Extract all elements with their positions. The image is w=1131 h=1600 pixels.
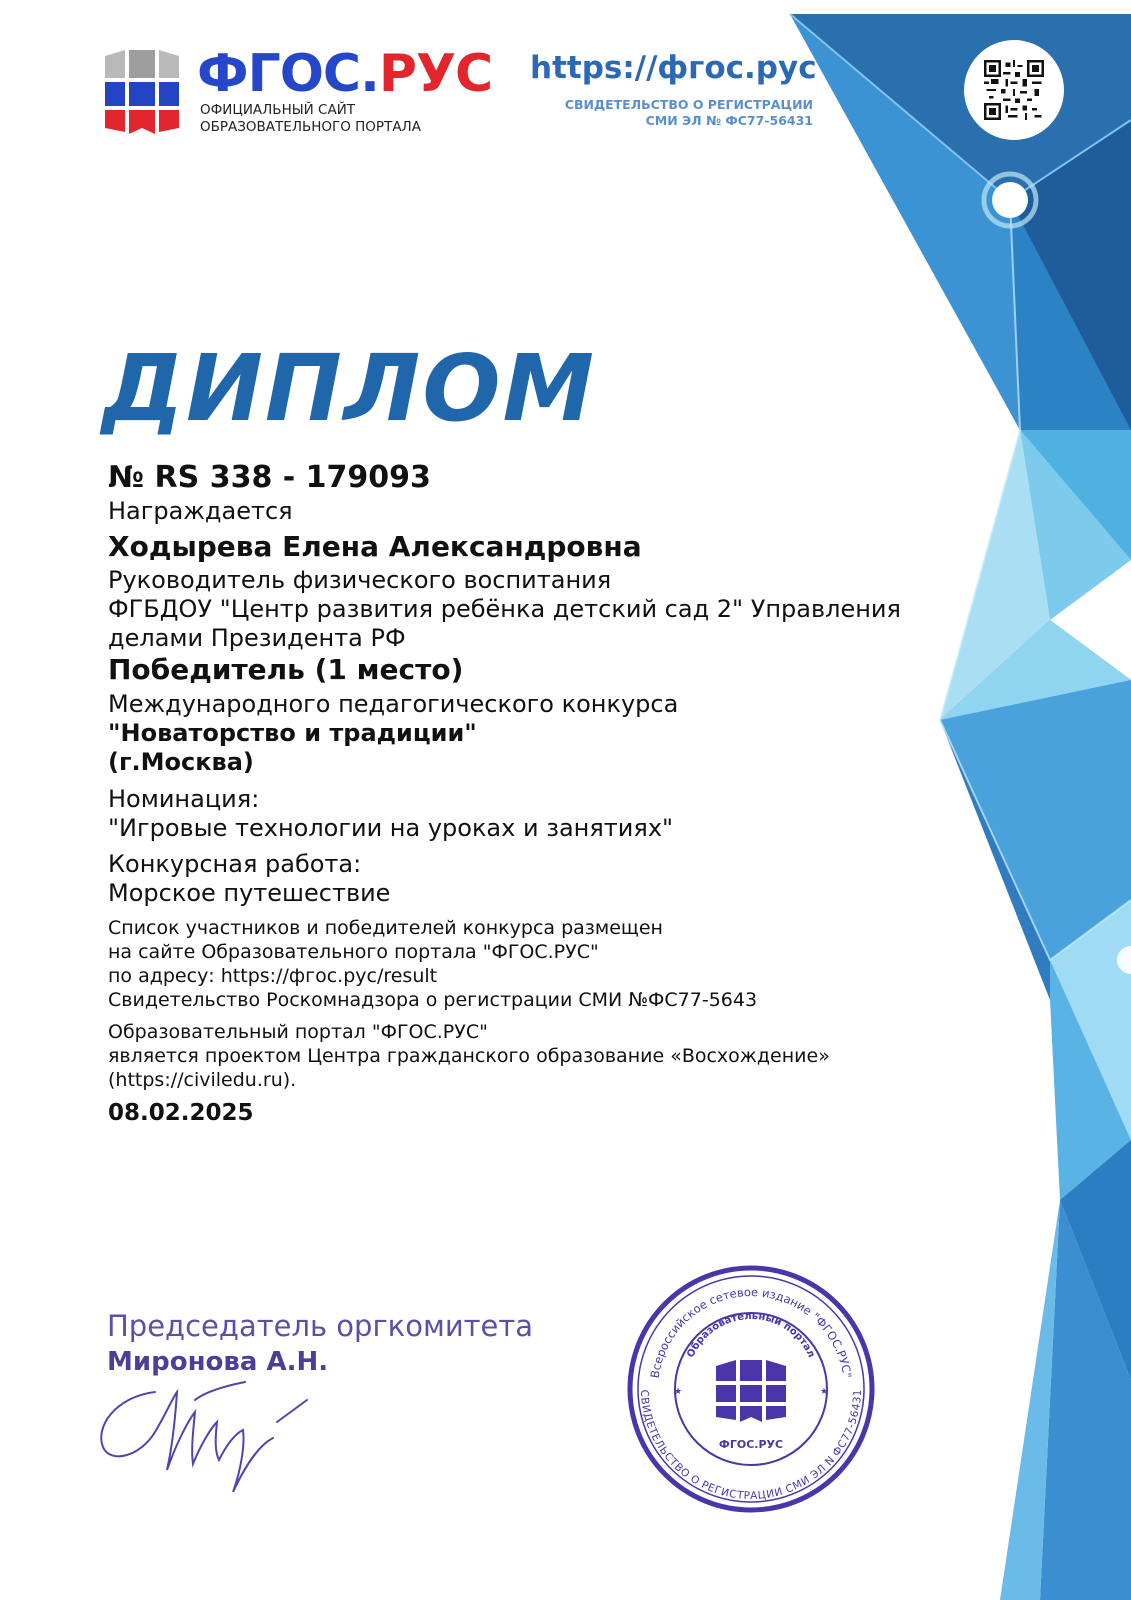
organization-seal	[626, 1264, 876, 1514]
info-line4: Свидетельство Роскомнадзора о регистрации СМИ №ФС77-5643	[108, 989, 758, 1011]
brand-subtitle	[200, 102, 421, 136]
diploma-number: № RS 338 - 179093	[108, 460, 431, 495]
brand-name	[197, 44, 492, 104]
nomination-value: "Игровые технологии на уроках и занятиях"	[108, 814, 674, 842]
registration-info	[565, 97, 813, 129]
seal-inner-text: Образовательный портал	[685, 1310, 817, 1360]
building-logo-icon	[97, 48, 187, 136]
work-value: Морское путешествие	[108, 879, 391, 907]
contest-name: "Новаторство и традиции"	[108, 719, 477, 747]
signature-icon	[95, 1352, 325, 1497]
award-result: Победитель (1 место)	[108, 653, 464, 686]
seal-outer-text-bottom: СВИДЕТЕЛЬСТВО О РЕГИСТРАЦИИ СМИ ЭЛ N ФС77-56431	[637, 1389, 865, 1503]
work-label: Конкурсная работа:	[108, 850, 362, 878]
recipient-position-line3: делами Президента РФ	[108, 624, 406, 652]
brand-subtitle-line2: ОБРАЗОВАТЕЛЬНОГО ПОРТАЛА	[200, 119, 421, 135]
recipient-position-line2: ФГБДОУ "Центр развития ребёнка детский сад 2" Управления	[108, 595, 901, 623]
portal-line3: (https://civiledu.ru).	[108, 1069, 297, 1091]
info-line3: по адресу: https://фгос.рус/result	[108, 965, 438, 987]
diploma-title: ДИПЛОМ	[102, 335, 597, 442]
portal-line1: Образовательный портал "ФГОС.РУС"	[108, 1021, 488, 1043]
seal-star-right: ★	[819, 1387, 829, 1397]
seal-bottom-label: ФГОС.РУС	[718, 1438, 784, 1451]
brand-subtitle-line1: ОФИЦИАЛЬНЫЙ САЙТ	[200, 102, 356, 118]
chair-name: Миронова А.Н.	[107, 1347, 329, 1377]
registration-line2: СМИ ЭЛ № ФС77-56431	[645, 113, 813, 128]
contest-type: Международного педагогического конкурса	[108, 690, 679, 718]
portal-line2: является проектом Центра гражданского образование «Восхождение»	[108, 1045, 830, 1067]
nomination-label: Номинация:	[108, 785, 260, 813]
recipient-name: Ходырева Елена Александровна	[108, 530, 642, 563]
chair-label: Председатель оргкомитета	[107, 1309, 534, 1343]
registration-line1: СВИДЕТЕЛЬСТВО О РЕГИСТРАЦИИ	[564, 97, 813, 112]
recipient-position-line1: Руководитель физического воспитания	[108, 566, 612, 594]
seal-building-icon	[716, 1360, 786, 1422]
contest-city: (г.Москва)	[108, 748, 254, 776]
issue-date: 08.02.2025	[108, 1100, 254, 1126]
info-line2: на сайте Образовательного портала "ФГОС.РУС"	[108, 941, 599, 963]
brand-name-part2: РУС	[378, 44, 493, 104]
qr-code-icon	[984, 60, 1044, 120]
qr-code-badge	[964, 40, 1064, 140]
info-line1: Список участников и победителей конкурса размещен	[108, 917, 663, 939]
seal-star-left: ★	[673, 1387, 683, 1397]
brand-name-part1: ФГОС.	[197, 44, 379, 104]
site-url: https://фгос.рус	[530, 50, 817, 86]
awarded-label: Награждается	[108, 497, 293, 525]
seal-outer-text-top: Всероссийское сетевое издание "ФГОС.РУС"	[647, 1284, 855, 1380]
